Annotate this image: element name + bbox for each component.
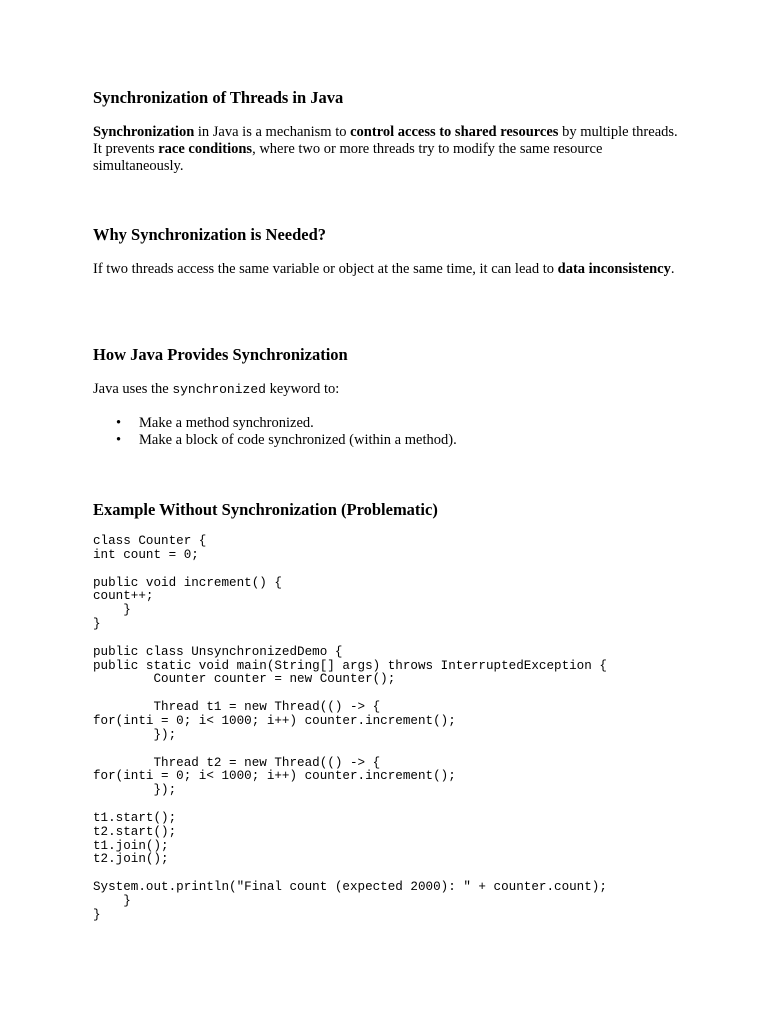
code-line: public class UnsynchronizedDemo { <box>93 644 343 659</box>
code-line: public void increment() { <box>93 575 282 590</box>
why-heading: Why Synchronization is Needed? <box>93 225 327 244</box>
code-line: for(inti = 0; i< 1000; i++) counter.increment(); <box>93 713 456 728</box>
code-line: } <box>93 603 131 618</box>
intro-bold-1: control access to shared resources <box>350 124 559 140</box>
code-line <box>93 867 607 881</box>
code-line <box>93 632 607 646</box>
code-line: count++; <box>93 589 154 604</box>
document-title: Synchronization of Threads in Java <box>93 88 344 107</box>
code-line: for(inti = 0; i< 1000; i++) counter.increment(); <box>93 769 456 784</box>
code-line: Thread t2 = new Thread(() -> { <box>93 755 381 770</box>
code-line: public static void main(String[] args) throws InterruptedException { <box>93 658 607 673</box>
code-line: int count = 0; <box>93 547 199 562</box>
how-paragraph <box>93 381 683 398</box>
why-text-2: . <box>670 261 675 277</box>
example-heading: Example Without Synchronization (Problematic) <box>93 500 438 519</box>
code-line: t2.join(); <box>93 852 169 867</box>
bullet-icon: • <box>116 415 122 431</box>
how-text-1: Java uses the <box>93 381 173 397</box>
code-line: }); <box>93 783 177 798</box>
code-line: } <box>93 907 101 922</box>
why-text-1: If two threads access the same variable or object at the same time, it can lead to <box>93 261 558 277</box>
code-line: Thread t1 = new Thread(() -> { <box>93 700 381 715</box>
code-line: } <box>93 617 101 632</box>
code-line: System.out.println("Final count (expected 2000): " + counter.count); <box>93 880 607 895</box>
code-line: class Counter { <box>93 534 207 548</box>
bullet-icon: • <box>116 432 122 448</box>
list-item-text: Make a block of code synchronized (within a method). <box>139 432 457 448</box>
intro-term: Synchronization <box>93 124 195 140</box>
intro-bold-2: race conditions <box>158 141 253 157</box>
code-line: Counter counter = new Counter(); <box>93 672 396 687</box>
list-item <box>93 415 457 432</box>
code-block <box>93 535 607 923</box>
code-line <box>93 798 607 812</box>
how-text-2: keyword to: <box>265 381 340 397</box>
intro-paragraph <box>93 124 683 175</box>
how-heading: How Java Provides Synchronization <box>93 345 348 364</box>
synchronized-keyword: synchronized <box>172 382 266 397</box>
code-line: t1.join(); <box>93 838 169 853</box>
code-line <box>93 743 607 757</box>
code-line: }); <box>93 727 177 742</box>
intro-text-3: , where two or more threads try to modify the same resource simultaneously. <box>93 141 603 174</box>
why-bold-1: data inconsistency <box>557 261 671 277</box>
code-line <box>93 687 607 701</box>
list-item <box>93 432 457 449</box>
intro-text-1: in Java is a mechanism to <box>194 124 351 140</box>
how-bullet-list <box>93 415 457 449</box>
why-paragraph <box>93 261 683 278</box>
intro-text-2: by multiple threads. It prevents <box>93 124 678 157</box>
list-item-text: Make a method synchronized. <box>139 415 314 431</box>
code-line: t1.start(); <box>93 810 177 825</box>
code-line: t2.start(); <box>93 824 177 839</box>
code-line: } <box>93 893 131 908</box>
code-line <box>93 563 607 577</box>
